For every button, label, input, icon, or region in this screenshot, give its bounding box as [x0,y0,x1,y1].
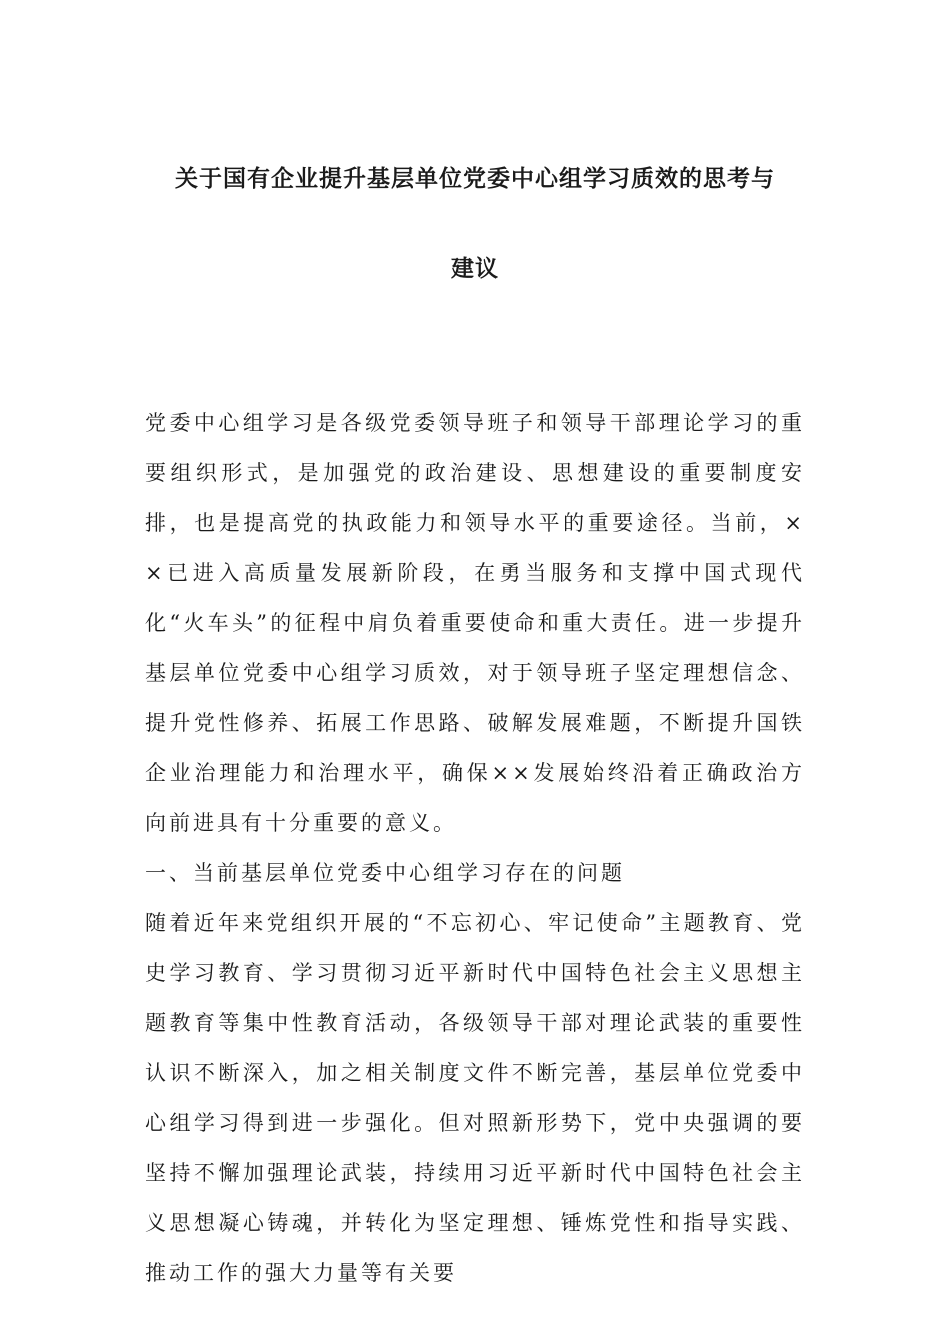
intro-paragraph: 党委中心组学习是各级党委领导班子和领导干部理论学习的重要组织形式，是加强党的政治建设、思想建设的重要制度安排，也是提高党的执政能力和领导水平的重要途径。当前，××已进入高质量发展新阶段，在勇当服务和支撑中国式现代化“火车头”的征程中肩负着重要使命和重大责任。进一步提升基层单位党委中心组学习质效，对于领导班子坚定理想信念、提升党性修养、拓展工作思路、破解发展难题，不断提升国铁企业治理能力和治理水平，确保××发展始终沿着正确政治方向前进具有十分重要的意义。 [145,411,805,835]
section-paragraph: 随着近年来党组织开展的“不忘初心、牢记使命”主题教育、党史学习教育、学习贯彻习近平新时代中国特色社会主义思想主题教育等集中性教育活动，各级领导干部对理论武装的重要性认识不断深入，加之相关制度文件不断完善，基层单位党委中心组学习得到进一步强化。但对照新形势下，党中央强调的要坚持不懈加强理论武装，持续用习近平新时代中国特色社会主义思想凝心铸魂，并转化为坚定理想、锤炼党性和指导实践、推动工作的强大力量等有关要 [145,911,805,1285]
document-body [145,398,805,1298]
section-heading: 一、当前基层单位党委中心组学习存在的问题 [145,861,625,885]
document-title-line-2: 建议 [451,256,499,282]
document-title-line-1: 关于国有企业提升基层单位党委中心组学习质效的思考与 [175,166,775,192]
